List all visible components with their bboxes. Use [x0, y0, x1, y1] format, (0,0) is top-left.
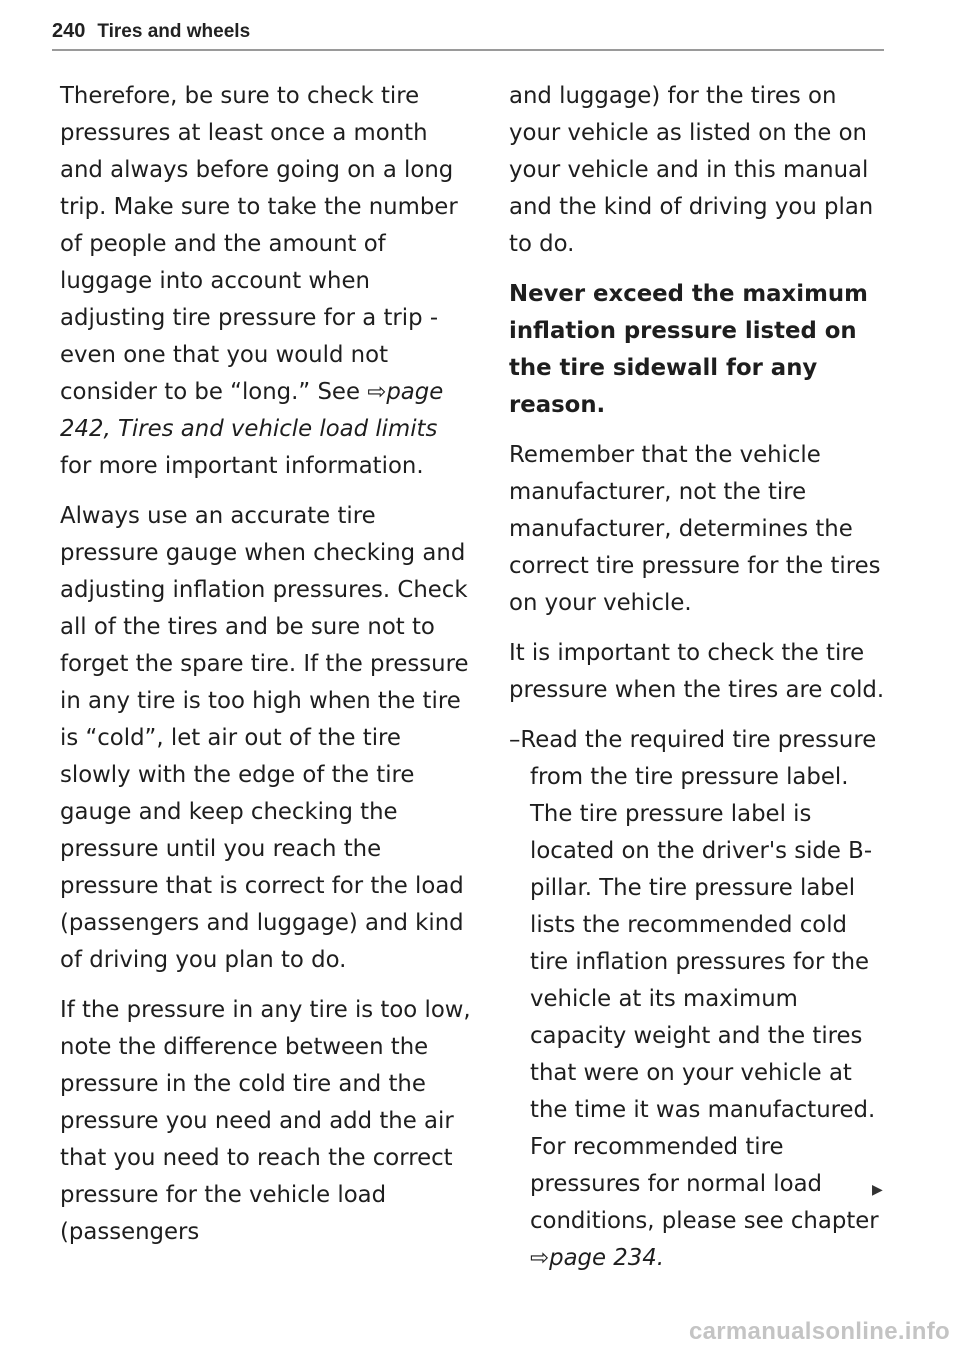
page-reference-link[interactable]: ⇨page 234.: [530, 1245, 665, 1271]
header-divider: [52, 49, 884, 51]
paragraph-check-cold: It is important to check the tire pressure when the tires are cold.: [509, 640, 885, 703]
right-column: [509, 78, 889, 1290]
watermark: carmanualsonline.info: [688, 1318, 950, 1345]
page-number: 240: [52, 20, 86, 42]
paragraph-manufacturer: Remember that the vehicle manufacturer, not the tire manufacturer, determines the correct tire pressure for the tires on your vehicle.: [509, 442, 881, 616]
continue-arrow-icon: ▶: [872, 1182, 883, 1198]
paragraph-pressure-too-low: If the pressure in any tire is too low, note the difference between the pressure in the cold tire and the pressure you need and add the air that you need to reach the correct pressure for the vehicle load (passengers: [60, 997, 471, 1245]
left-column: [60, 78, 472, 1264]
section-title: Tires and wheels: [97, 21, 251, 42]
warning-max-inflation: Never exceed the maximum inflation pressure listed on the tire sidewall for any reason.: [509, 281, 868, 418]
list-item-read-label: –Read the required tire pressure from the tire pressure label. The tire pressure label is located on the driver's side B-pillar. The tire pressure label lists the recommended cold tire inflation pressures for the vehicle at its maximum capacity weight and the tires that were on your vehicle at the time it was manufactured. For recommended tire pressures for normal load conditions, please see chapter ⇨page 234.: [509, 727, 879, 1271]
paragraph-luggage-continued: and luggage) for the tires on your vehicle as listed on the on your vehicle and in this manual and the kind of driving you plan to do.: [509, 83, 874, 257]
dash-bullet: –: [509, 727, 521, 753]
paragraph-accurate-gauge: Always use an accurate tire pressure gauge when checking and adjusting inflation pressures. Check all of the tires and be sure not to forget the spare tire. If the pressure in any tire is too high when the tire is “cold”, let air out of the tire slowly with the edge of the tire gauge and keep checking the pressure until you reach the pressure that is correct for the load (passengers and luggage) and kind of driving you plan to do.: [60, 503, 469, 973]
page-reference-link[interactable]: ⇨page 242, Tires and vehicle load limits: [60, 379, 444, 442]
paragraph-check-monthly: Therefore, be sure to check tire pressures at least once a month and always before going on a long trip. Make sure to take the number of people and the amount of luggage into account when adjusting tire pressure for a trip - even one that you would not consider to be “long.” See ⇨page 242, Tires and vehicle load limits for more important information.: [60, 83, 458, 479]
page-header: [52, 20, 884, 43]
